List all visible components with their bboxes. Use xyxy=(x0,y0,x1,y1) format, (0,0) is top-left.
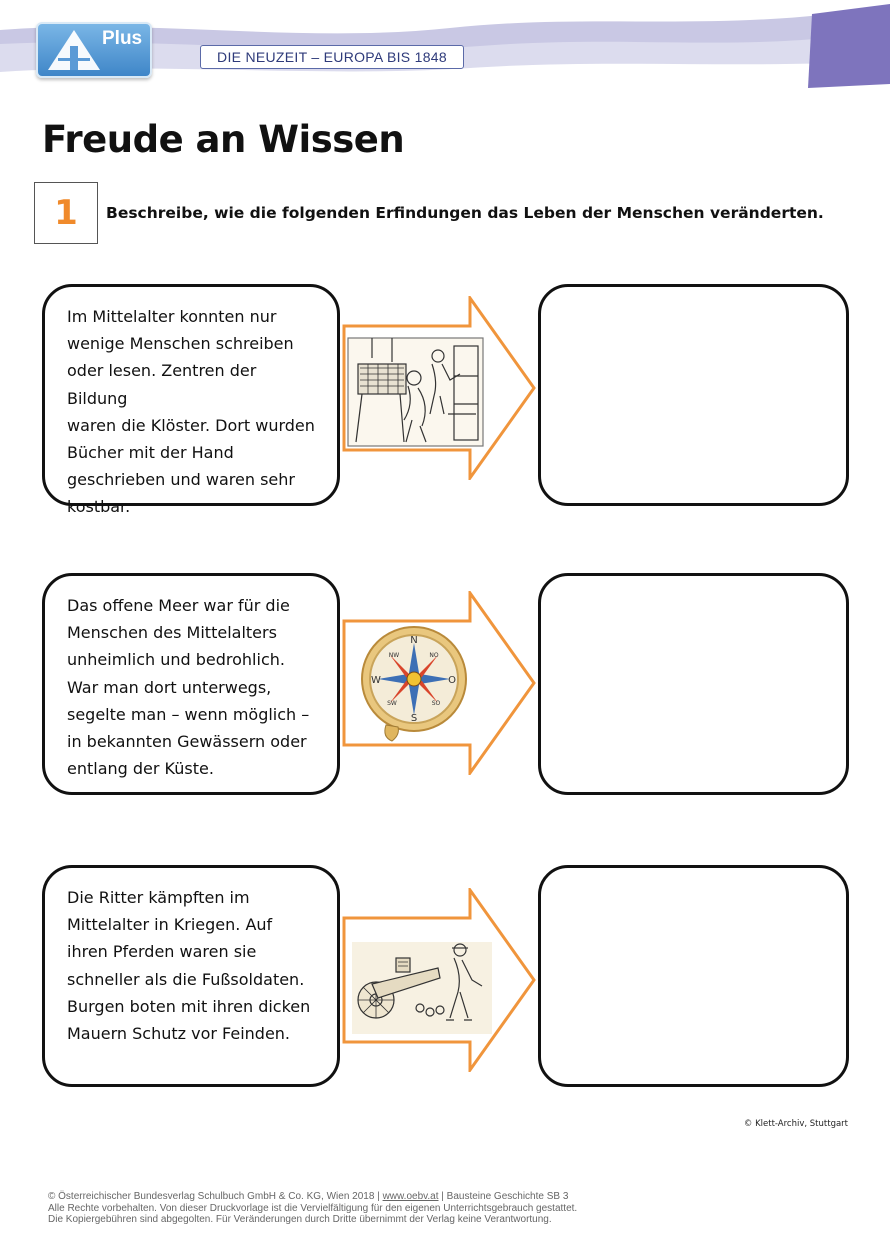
compass-letter-nw: NW xyxy=(388,652,400,659)
text-line: War man dort unterwegs, xyxy=(67,677,272,697)
image-credit: © Klett-Archiv, Stuttgart xyxy=(743,1119,848,1129)
text-line: oder lesen. Zentren der Bildung xyxy=(67,361,257,408)
footer-line-1 xyxy=(48,1191,577,1203)
text-line: Das offene Meer war für die xyxy=(67,596,290,615)
text-line: entlang der Küste. xyxy=(67,759,214,779)
footer-copyright: © Österreichischer Bundesverlag Schulbuch GmbH & Co. KG, Wien 2018 | xyxy=(48,1191,380,1202)
printing-press-illustration xyxy=(348,338,483,446)
text-line: Mittelalter in Kriegen. Auf xyxy=(67,915,273,935)
compass-letter-w: W xyxy=(371,675,381,686)
compass-letter-no: NO xyxy=(429,652,439,659)
text-line: Bücher mit der Hand xyxy=(67,443,234,463)
text-line: geschrieben und waren sehr xyxy=(67,470,295,490)
text-line: schneller als die Fußsoldaten. xyxy=(67,969,305,989)
page-title: Freude an Wissen xyxy=(42,118,405,161)
text-line: waren die Klöster. Dort wurden xyxy=(67,415,315,435)
answer-box-3[interactable] xyxy=(538,865,849,1087)
text-line: wenige Menschen schreiben xyxy=(67,334,294,354)
text-line: Die Ritter kämpften im xyxy=(67,888,250,907)
answer-box-1[interactable] xyxy=(538,284,849,506)
text-line: Burgen boten mit ihren dicken xyxy=(67,996,311,1016)
text-line: ihren Pferden waren sie xyxy=(67,942,257,962)
arrow-1 xyxy=(342,296,538,480)
arrow-2 xyxy=(342,591,538,775)
publisher-logo xyxy=(36,22,152,78)
info-text-box-2 xyxy=(42,573,340,795)
text-line: in bekannten Gewässern oder xyxy=(67,732,307,752)
compass-letter-o: O xyxy=(448,675,456,686)
text-line: Im Mittelalter konnten nur xyxy=(67,307,277,326)
text-line: Menschen des Mittelalters xyxy=(67,623,277,643)
footer xyxy=(48,1191,577,1226)
compass-letter-so: SO xyxy=(431,700,441,707)
text-line: kostbar. xyxy=(67,497,131,517)
task-number: 1 xyxy=(34,182,98,244)
compass-letter-sw: SW xyxy=(387,700,397,707)
info-text-box-3 xyxy=(42,865,340,1087)
arrow-3 xyxy=(342,888,538,1072)
publisher-link[interactable]: www.oebv.at xyxy=(382,1191,439,1202)
info-text-box-1 xyxy=(42,284,340,517)
text-line: unheimlich und bedrohlich. xyxy=(67,650,285,670)
task-instruction: Beschreibe, wie die folgenden Erfindungen das Leben der Menschen veränderten. xyxy=(106,204,824,222)
footer-line-3: Die Kopiergebühren sind abgegolten. Für Veränderungen durch Dritte übernimmt der Verlag keine Verantwortung. xyxy=(48,1214,552,1226)
text-line: Mauern Schutz vor Feinden. xyxy=(67,1024,291,1044)
compass-letter-s: S xyxy=(410,713,418,724)
answer-box-2[interactable] xyxy=(538,573,849,795)
footer-line-2: Alle Rechte vorbehalten. Von dieser Druckvorlage ist die Vervielfältigung für den eigenen Unterrichtsgebrauch gestattet. xyxy=(48,1202,578,1214)
logo-triangle-icon xyxy=(44,28,104,72)
compass-letter-n: N xyxy=(410,635,418,646)
text-line: segelte man – wenn möglich – xyxy=(67,704,310,724)
logo-text: Plus xyxy=(102,28,143,49)
footer-book-title: | Bausteine Geschichte SB 3 xyxy=(441,1191,569,1202)
series-title: DIE NEUZEIT – EUROPA BIS 1848 xyxy=(200,45,464,69)
cannon-illustration xyxy=(352,942,492,1034)
